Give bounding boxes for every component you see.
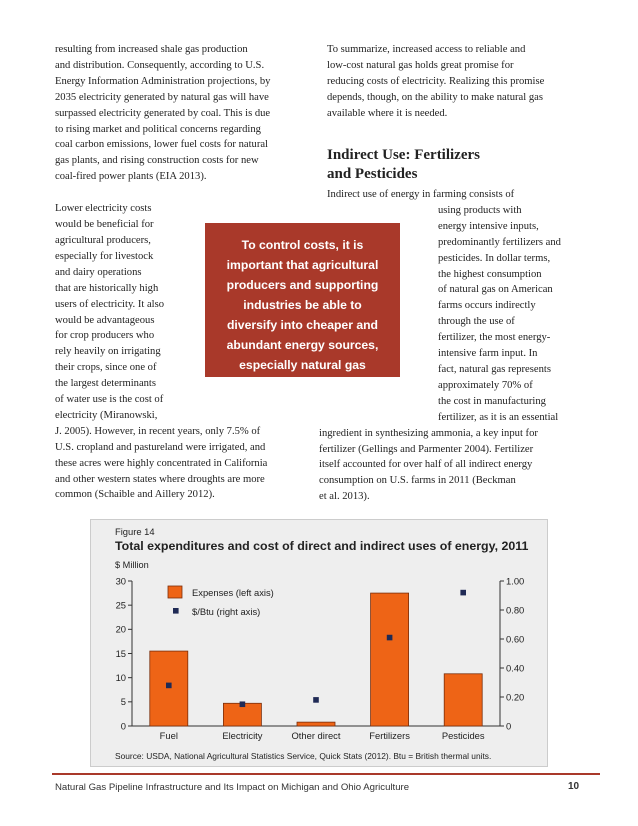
section-heading [327, 146, 480, 184]
text-line: coal carbon emissions, lower fuel costs for natural [55, 139, 268, 151]
text-line: 2035 electricity generated by natural gas will have [55, 91, 269, 103]
text-line: surpassed electricity generated by coal. This is due [55, 107, 271, 119]
marker-fertilizers [387, 635, 393, 641]
marker-pesticides [460, 590, 466, 596]
text-line: farms occurs indirectly [438, 300, 536, 312]
text-line: that are historically high [55, 282, 159, 294]
marker-other-direct [313, 697, 319, 703]
text-line: fertilizer, as it is an essential [438, 411, 559, 423]
bar-other-direct [297, 722, 335, 726]
text-line: U.S. cropland and pastureland were irrigated, and [55, 441, 266, 453]
text-line: gas plants, and rising construction costs for new [55, 155, 259, 167]
pull-quote-line: industries be able to [243, 298, 362, 312]
text-line: users of electricity. It also [55, 298, 165, 310]
text-line: coal-fired power plants (EIA 2013). [55, 171, 207, 183]
pull-quote-line: producers and supporting [226, 278, 379, 292]
pull-quote-line: To control costs, it is [241, 238, 364, 252]
legend-marker-swatch [173, 608, 179, 614]
text-line: rely heavily on irrigating [55, 346, 161, 358]
text-line: to rising market and political concerns regarding [55, 123, 261, 135]
text-line: low-cost natural gas holds great promise for [327, 59, 514, 71]
text-line: itself accounted for over half of all indirect energy [319, 459, 533, 471]
section-heading-line-2: and Pesticides [327, 166, 418, 182]
indirect-intro: Indirect use of energy in farming consists of [327, 189, 515, 200]
text-line: et al. 2013). [319, 491, 370, 503]
text-line: through the use of [438, 316, 515, 328]
right-tick-label: 0.20 [506, 691, 525, 703]
figure-label: Figure 14 [115, 526, 155, 537]
text-line: To summarize, increased access to reliable and [327, 44, 526, 55]
category-label: Pesticides [441, 730, 485, 741]
text-line: Energy Information Administration projections, by [55, 75, 271, 87]
text-line: energy intensive inputs, [438, 220, 539, 232]
footer-title: Natural Gas Pipeline Infrastructure and Its Impact on Michigan and Ohio Agriculture [55, 782, 410, 793]
footer-rule [52, 773, 600, 775]
text-line: common (Schaible and Aillery 2012). [55, 489, 215, 501]
text-line: agricultural producers, [55, 234, 151, 246]
left-tick-label: 10 [115, 671, 126, 683]
text-line: and distribution. Consequently, according to U.S. [55, 59, 265, 71]
text-line: depends, though, on the ability to make natural gas [327, 91, 543, 103]
text-line: resulting from increased shale gas production [55, 44, 248, 55]
text-line: fertilizer, the most energy- [438, 332, 551, 344]
pull-quote [205, 223, 400, 377]
text-line: fertilizer (Gellings and Parmenter 2004). Fertilizer [319, 443, 534, 455]
text-line: their crops, since one of [55, 362, 157, 374]
text-line: electricity (Miranowski, [55, 409, 158, 421]
paragraph-indirect-rest [319, 426, 599, 506]
right-tick-label: 1.00 [506, 575, 525, 587]
text-line: of water use is the cost of [55, 394, 164, 406]
text-line: of natural gas on American [438, 284, 553, 296]
text-line: and dairy operations [55, 266, 142, 278]
pull-quote-line: especially natural gas [239, 358, 366, 372]
text-line: and other western states where droughts are more [55, 473, 265, 485]
legend-expenses: Expenses (left axis) [192, 587, 274, 598]
left-tick-label: 20 [115, 623, 126, 635]
left-tick-label: 30 [115, 575, 126, 587]
text-line: the largest determinants [55, 378, 157, 390]
category-label: Fuel [159, 730, 178, 741]
text-line: available where it is needed. [327, 107, 448, 119]
category-label: Other direct [291, 730, 341, 741]
figure-title: Total expenditures and cost of direct and indirect uses of energy, 2011 [115, 539, 529, 553]
legend-bar-swatch [168, 586, 182, 598]
text-line: ingredient in synthesizing ammonia, a key input for [319, 427, 538, 439]
bar-fuel [150, 651, 188, 726]
text-line: approximately 70% of [438, 379, 533, 391]
marker-fuel [166, 683, 172, 689]
paragraph-summary [327, 42, 599, 122]
bar-fertilizers [371, 593, 409, 726]
category-label: Electricity [222, 730, 263, 741]
left-tick-label: 0 [120, 720, 126, 732]
paragraph-shale-gas [55, 42, 333, 185]
figure-unit-label: $ Million [115, 560, 149, 570]
text-line: would be advantageous [55, 314, 155, 326]
figure-source: Source: USDA, National Agricultural Statistics Service, Quick Stats (2012). Btu = British thermal units. [115, 751, 492, 761]
pull-quote-line: important that agricultural [226, 258, 379, 272]
right-tick-label: 0 [506, 720, 512, 732]
right-column-summary [327, 42, 599, 122]
text-line: consumption on U.S. farms in 2011 (Beckman [319, 475, 516, 487]
bar-pesticides [444, 674, 482, 726]
text-line: the highest consumption [438, 268, 542, 280]
bar-chart [90, 570, 548, 750]
text-line: predominantly fertilizers and [438, 236, 561, 248]
pull-quote-line: abundant energy sources, [226, 338, 379, 352]
text-line: pesticides. In dollar terms, [438, 252, 551, 264]
left-tick-label: 15 [115, 647, 126, 659]
text-line: especially for livestock [55, 250, 154, 262]
text-line: fact, natural gas represents [438, 363, 551, 375]
text-line: Lower electricity costs [55, 203, 152, 215]
section-heading-line-1: Indirect Use: Fertilizers [327, 147, 480, 163]
right-tick-label: 0.80 [506, 604, 525, 616]
text-line: would be beneficial for [55, 219, 154, 231]
legend-btu: $/Btu (right axis) [192, 606, 261, 617]
text-line: these acres were highly concentrated in California [55, 457, 268, 469]
category-label: Fertilizers [369, 730, 410, 741]
right-tick-label: 0.40 [506, 662, 525, 674]
text-line: using products with [438, 204, 522, 216]
left-tick-label: 25 [115, 599, 126, 611]
text-line: reducing costs of electricity. Realizing this promise [327, 75, 545, 87]
text-line: J. 2005). However, in recent years, only 7.5% of [55, 425, 261, 437]
text-line: intensive farm input. In [438, 348, 538, 360]
right-tick-label: 0.60 [506, 633, 525, 645]
text-line: the cost in manufacturing [438, 395, 546, 407]
left-tick-label: 5 [120, 696, 126, 708]
pull-quote-line: diversify into cheaper and [226, 318, 379, 332]
text-line: for crop producers who [55, 330, 155, 342]
page-number: 10 [568, 781, 580, 792]
marker-electricity [240, 701, 246, 707]
